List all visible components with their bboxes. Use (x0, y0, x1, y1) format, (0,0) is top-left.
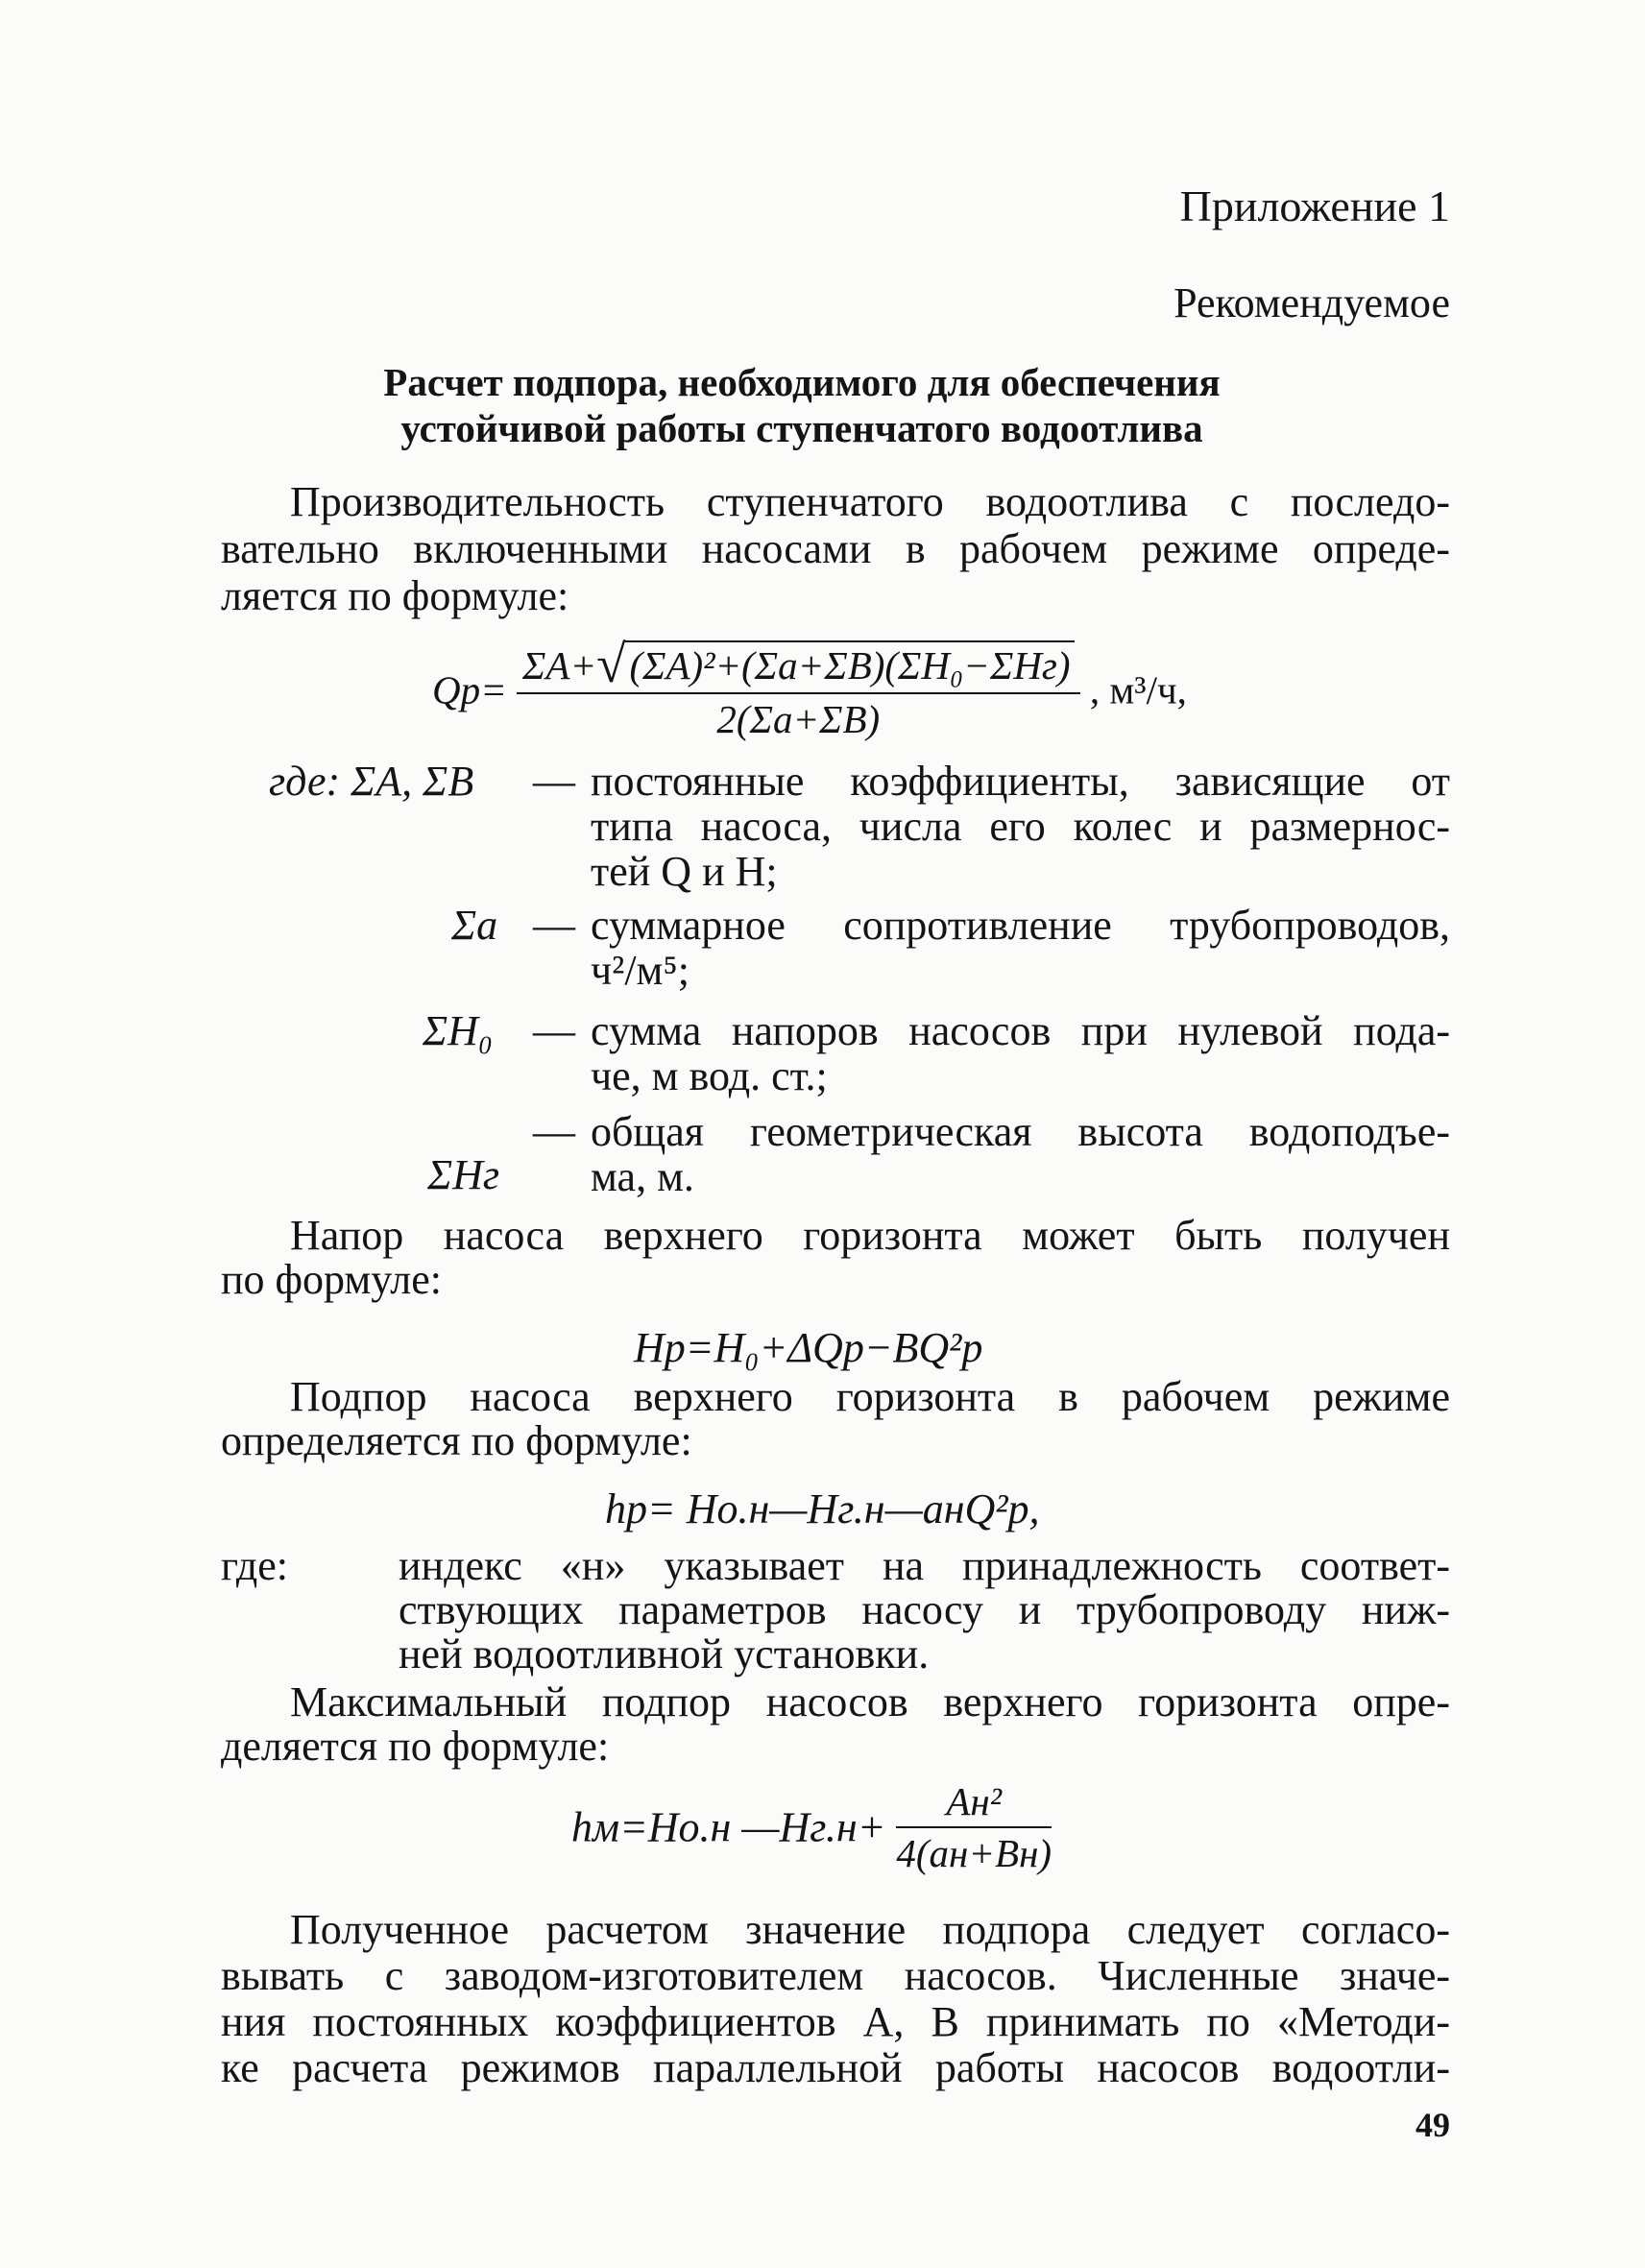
definition-item-4 (221, 1109, 1450, 1205)
intro-line-2: вательно включенными насосами в рабочем режиме опреде- (221, 525, 1450, 572)
recommended-label: Рекомендуемое (1173, 279, 1450, 326)
para5-line-2: вывать с заводом-изготовителем насосов. Численные значе- (221, 1952, 1450, 1999)
intro-paragraph (221, 478, 1450, 619)
definition-3-line-2: че, м вод. ст.; (591, 1052, 828, 1099)
definition-2-line-2: ч²/м⁵; (591, 947, 689, 994)
definition-item-2 (221, 903, 1450, 1008)
definition-term-2: Σa (451, 902, 498, 949)
formula-productivity (432, 635, 1296, 742)
definitions-list (221, 759, 1450, 1205)
paragraph-conclusion (221, 1907, 1450, 2091)
index-note-prefix: где: (221, 1542, 288, 1589)
para2-line-1: Напор насоса верхнего горизонта может быть получен (290, 1212, 1450, 1259)
definition-1-line-3: тей Q и H; (591, 848, 778, 895)
formula1-lhs: Qр= (432, 667, 507, 712)
definition-1-line-2: типа насоса, числа его колес и размернос- (591, 803, 1450, 850)
formula4-numerator: Aн² (896, 1778, 1052, 1828)
formula-max-backpressure (571, 1778, 1244, 1876)
where2-line-2: ствующих параметров насосу и трубопроводу ниж- (399, 1586, 1450, 1633)
paragraph-backpressure (221, 1375, 1450, 1463)
definition-3-line-1: сумма напоров насосов при нулевой пода- (591, 1007, 1450, 1054)
para4-line-1: Максимальный подпор насосов верхнего горизонта опре- (290, 1678, 1450, 1725)
title-line-2: устойчивой работы ступенчатого водоотлива (400, 406, 1203, 450)
definition-text-4 (591, 1109, 1450, 1199)
para5-line-3: ния постоянных коэффициентов А, В принимать по «Методи- (221, 1998, 1450, 2045)
definition-2-line-1: суммарное сопротивление трубопроводов, (591, 902, 1450, 949)
definition-text-3 (591, 1008, 1450, 1098)
definition-term-1: где: ΣA, ΣB (269, 758, 474, 805)
para4-line-2: деляется по формуле: (221, 1723, 610, 1770)
formula1-numerator (517, 635, 1080, 694)
page-number: 49 (1415, 2106, 1450, 2144)
definition-dash-3: — (533, 1007, 575, 1054)
definition-1-line-1: постоянные коэффициенты, зависящие от (591, 758, 1450, 805)
definition-item-3 (221, 1008, 1450, 1109)
where2-line-3: ней водоотливной установки. (399, 1630, 930, 1677)
definition-dash-1: — (533, 758, 575, 805)
definition-dash-4: — (533, 1108, 575, 1155)
formula1-denominator: 2(Σa+ΣB) (716, 697, 881, 742)
appendix-label: Приложение 1 (1179, 181, 1450, 230)
formula1-radicand: (ΣA)²+(Σa+ΣB)(ΣH₀−ΣHг) (625, 640, 1074, 688)
definition-term-4: ΣHг (427, 1151, 500, 1198)
formula4-denominator: 4(aн+Bн) (896, 1831, 1052, 1875)
definition-text-1 (591, 759, 1450, 894)
index-note-text (399, 1544, 1450, 1677)
para3-line-2: определяется по формуле: (221, 1417, 692, 1464)
para3-line-1: Подпор насоса верхнего горизонта в рабочем режиме (290, 1373, 1450, 1420)
paragraph-max-backpressure (221, 1680, 1450, 1769)
definition-term-3: ΣH₀ (423, 1007, 494, 1054)
formula1-unit: , м³/ч, (1089, 667, 1187, 712)
para2-line-2: по формуле: (221, 1256, 443, 1303)
where2-line-1: индекс «н» указывает на принадлежность соответ- (399, 1542, 1450, 1589)
formula1-fraction (517, 635, 1080, 742)
para5-line-4: ке расчета режимов параллельной работы насосов водоотли- (221, 2044, 1450, 2091)
intro-line-3: ляется по формуле: (221, 572, 569, 619)
intro-line-1: Производительность ступенчатого водоотлива с последо- (290, 478, 1450, 525)
formula4-lhs: hм=Hо.н —Hг.н+ (571, 1803, 886, 1851)
para5-line-1: Полученное расчетом значение подпора следует согласо- (290, 1906, 1450, 1953)
definition-dash-2: — (533, 902, 575, 949)
document-title (221, 359, 1383, 451)
paragraph-pressure (221, 1214, 1450, 1302)
definition-item-1 (221, 759, 1450, 903)
formula1-num-a: ΣA+ (522, 643, 597, 688)
formula-backpressure: hр= Hо.н—Hг.н—aнQ²р, (605, 1485, 1040, 1532)
definition-4-line-1: общая геометрическая высота водоподъе- (591, 1108, 1450, 1155)
definition-text-2 (591, 903, 1450, 993)
definition-4-line-2: ма, м. (591, 1153, 694, 1200)
title-line-1: Расчет подпора, необходимого для обеспечения (383, 360, 1221, 404)
radical-sign: √ (596, 635, 626, 693)
formula4-fraction (896, 1778, 1052, 1876)
formula-pressure: Hр=H₀+ΔQр−BQ²р (634, 1324, 983, 1371)
